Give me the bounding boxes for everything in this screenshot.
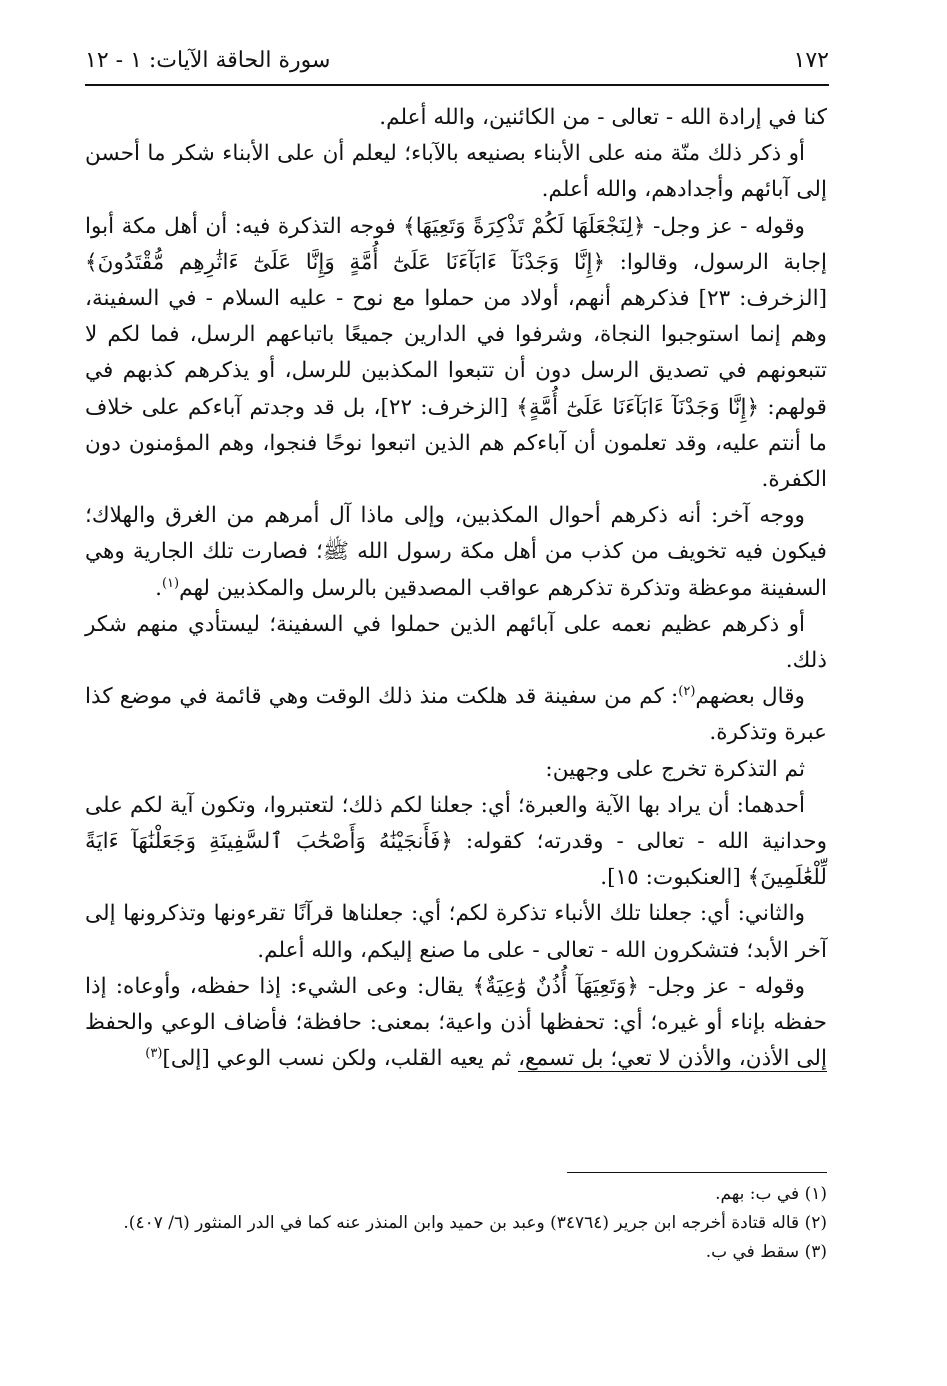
paragraph: [85, 969, 827, 1078]
paragraph-text: : كم من سفينة قد هلكت منذ ذلك الوقت وهي قائمة في موضع كذا عبرة وتذكرة.: [85, 684, 827, 746]
footnotes: [110, 1180, 827, 1267]
paragraph-text: وقوله - عز وجل- ﴿وَتَعِيَهَآ أُذُنٌ وَٰعِيَةٌ﴾ يقال: وعى الشيء: إذا حفظه، وأوعاه: إذا حفظه بإناء أو غيره؛ أي: تحفظها أذن واعية؛ بمعنى: حافظة؛ فأضاف الوعي والحفظ: [85, 973, 827, 1036]
paragraph: [85, 679, 827, 751]
page-number: ١٧٢: [793, 47, 829, 73]
footnote-ref: (٢): [678, 684, 696, 700]
paragraph-text: وقال بعضهم: [695, 684, 805, 710]
paragraph-text: ثم يعيه القلب، ولكن نسب الوعي [إلى]: [162, 1046, 519, 1072]
footnote-ref: (١): [161, 575, 180, 591]
paragraph: أو ذكرهم عظيم نعمه على آبائهم الذين حملوا في السفينة؛ ليستأدي منهم شكر ذلك.: [85, 611, 827, 674]
paragraph: أو ذكر ذلك منّة منه على الأبناء بصنيعه بالآباء؛ ليعلم أن على الأبناء شكر ما أحسن إلى آبائهم وأجدادهم، والله أعلم.: [85, 141, 827, 203]
paragraph: ووجه آخر: أنه ذكرهم أحوال المكذبين، وإلى ماذا آل أمرهم من الغرق والهلاك؛ فيكون فيه تخويف من كذب من أهل مكة رسول الله ﷺ؛ فصارت تلك الجارية وهي السفينة موعظة وتذكرة تذكرهم عواقب المصدقين بالرسل والمكذبين لهم$^{(١)}$.: [85, 503, 827, 601]
footnote-rule: [567, 1172, 827, 1173]
footnote-ref: (٣): [145, 1046, 163, 1062]
footnote: (٢) قاله قتادة أخرجه ابن جرير (٣٤٧٦٤) وعبد بن حميد وابن المنذر عنه كما في الدر المنثور (٦/ ٤٠٧).: [123, 1213, 827, 1233]
running-title: سورة الحاقة الآيات: ١ - ١٢: [85, 47, 331, 73]
paragraph-text: ووجه آخر: أنه ذكرهم أحوال المكذبين، وإلى ماذا آل أمرهم من الغرق والهلاك؛ فيكون فيه تخويف من كذب من أهل مكة رسول الله ﷺ؛ فصارت تلك الجارية وهي السفينة موعظة وتذكرة تذكرهم عواقب المصدقين بالرسل والمكذبين لهم: [85, 503, 827, 601]
page-header: [85, 40, 829, 80]
paragraph: والثاني: أي: جعلنا تلك الأنباء تذكرة لكم؛ أي: جعلناها قرآنًا تقرءونها وتذكرونها إلى آخر الأبد؛ فتشكرون الله - تعالى - على ما صنع إليكم، والله أعلم.: [85, 901, 827, 963]
paragraph: كنا في إرادة الله - تعالى - من الكائنين، والله أعلم.: [379, 105, 827, 130]
footnote: (٣) سقط في ب.: [705, 1242, 827, 1262]
main-text: [85, 100, 827, 1077]
paragraph: ثم التذكرة تخرج على وجهين:: [545, 756, 805, 782]
paragraph: وقوله - عز وجل- ﴿لِنَجْعَلَهَا لَكُمْ تَذْكِرَةً وَتَعِيَهَا﴾ فوجه التذكرة فيه: أن أهل مكة أبوا إجابة الرسول، وقالوا: ﴿إِنَّا وَجَدْنَآ ءَابَآءَنَا عَلَىٰٓ أُمَّةٍ وَإِنَّا عَلَىٰٓ ءَاثَٰرِهِم مُّقْتَدُونَ﴾ [الزخرف: ٢٣] فذكرهم أنهم، أولاد من حملوا مع نوح - عليه السلام - في السفينة، وهم إنما استوجبوا النجاة، وشرفوا في الدارين جميعًا باتباعهم الرسل، فما لكم لا تتبعونهم في تصديق الرسل دون أن تتبعوا المكذبين للرسل، أو يذكرهم كذبهم في قولهم: ﴿إِنَّا وَجَدْنَآ ءَابَآءَنَا عَلَىٰٓ أُمَّةٍ﴾ [الزخرف: ٢٢]، بل قد وجدتم آباءكم على خلاف ما أنتم عليه، وقد تعلمون أن آباءكم هم الذين اتبعوا نوحًا فنجوا، وهم المؤمنون دون الكفرة.: [85, 213, 827, 493]
underlined-text: إلى الأذن، والأذن لا تعي؛ بل تسمع،: [518, 1046, 827, 1072]
header-rule: [85, 84, 829, 86]
footnote: (١) في ب: بهم.: [715, 1184, 827, 1204]
paragraph: أحدهما: أن يراد بها الآية والعبرة؛ أي: جعلنا لكم ذلك؛ لتعتبروا، وتكون آية لكم على وحدانية الله - تعالى - وقدرته؛ كقوله: ﴿فَأَنجَيْنَٰهُ وَأَصْحَٰبَ ٱلسَّفِينَةِ وَجَعَلْنَٰهَآ ءَايَةً لِّلْعَٰلَمِينَ﴾ [العنكبوت: ١٥].: [85, 792, 827, 891]
